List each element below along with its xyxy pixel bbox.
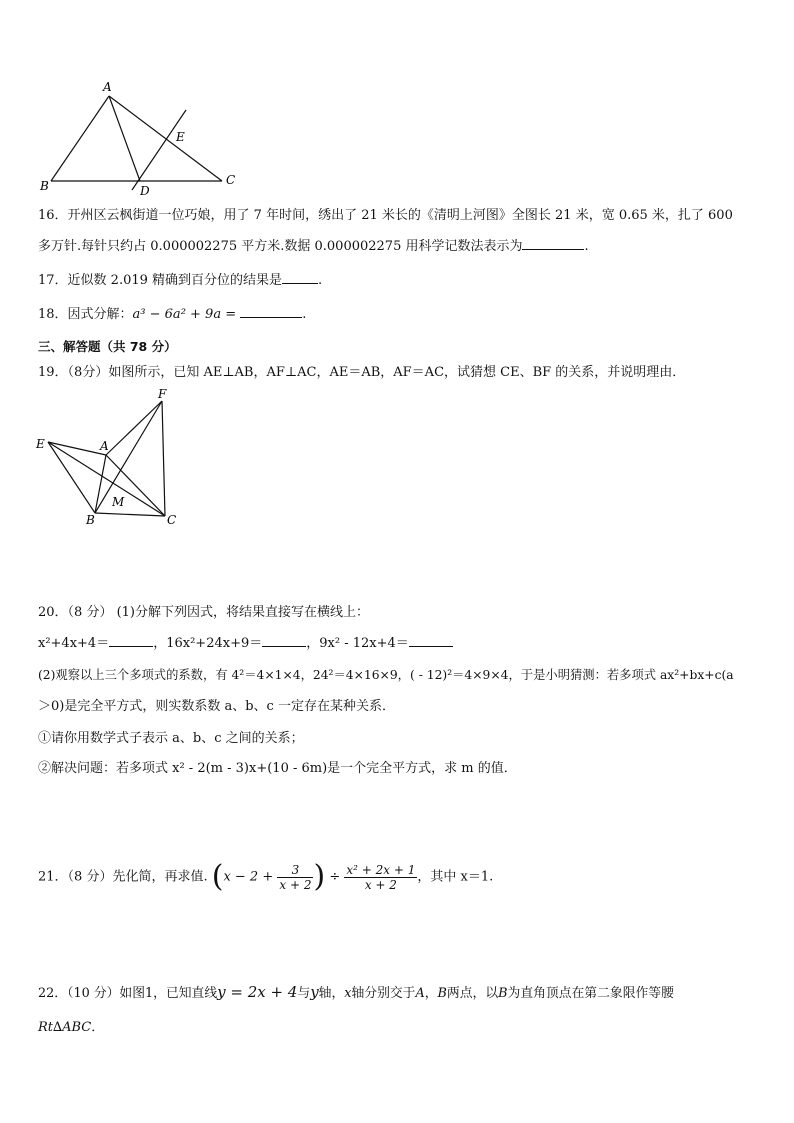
q22-t2: 轴， xyxy=(318,986,345,1001)
left-paren: ( xyxy=(211,859,224,894)
q22-t6: 为直角顶点在第二象限作等腰 xyxy=(507,986,674,1001)
q21-suffix: ，其中 x＝1. xyxy=(417,869,494,885)
q17-text: 17．近似数 2.019 精确到百分位的结果是 xyxy=(38,273,283,288)
q20-expr2: 16x²+24x+9＝ xyxy=(166,636,263,651)
label-a: A xyxy=(103,80,112,94)
q21-f2-numerator: x² + 2x + 1 xyxy=(346,862,416,877)
q20-line2 xyxy=(38,634,453,653)
q17-end: . xyxy=(318,273,323,288)
q21-prefix: 21．（8 分）先化简，再求值. xyxy=(38,869,208,885)
q20-line1: 20．（8 分） (1)分解下列因式，将结果直接写在横线上： xyxy=(38,605,369,620)
q16-text: 多万针.每针只约占 0.000002275 平方米.数据 0.000002275 用科学记数法表示为 xyxy=(38,239,523,254)
q21-f1-denominator: x + 2 xyxy=(279,877,312,892)
q22-b: B xyxy=(437,986,447,1001)
q21-f2-denominator: x + 2 xyxy=(364,877,397,892)
q22-equation: y = 2x + 4 xyxy=(217,983,298,1001)
q16-line2 xyxy=(38,237,589,256)
q18-answer-blank[interactable] xyxy=(240,305,302,318)
q22-line2 xyxy=(38,1019,104,1037)
q20-line6: ②解决问题：若多项式 x² - 2(m - 3)x+(10 - 6m)是一个完全平方式，求 m 的值． xyxy=(38,761,517,776)
q18-line xyxy=(38,305,306,324)
q18-prefix: 18．因式分解： xyxy=(38,307,133,322)
q19-line: 19．（8分）如图所示，已知 AE⊥AB，AF⊥AC，AE＝AB，AF＝AC，试猜想 CE、BF 的关系，并说明理由． xyxy=(38,365,686,380)
q21-inner-expr: x − 2 + xyxy=(223,869,274,885)
label-d: D xyxy=(140,184,150,198)
q21-line xyxy=(38,857,493,898)
q20-sep1: ， xyxy=(153,636,167,651)
q20-line5: ①请你用数学式子表示 a、b、c 之间的关系； xyxy=(38,731,304,746)
label-m: M xyxy=(112,495,125,509)
label-e: E xyxy=(36,437,45,451)
q17-answer-blank[interactable] xyxy=(282,271,318,284)
q21-f1-numerator: 3 xyxy=(277,863,313,878)
q20-line4: ＞0)是完全平方式，则实数系数 a、b、c 一定存在某种关系． xyxy=(38,699,395,714)
q18-end: . xyxy=(302,307,307,322)
q16-end: . xyxy=(584,239,589,254)
q22-b2: B xyxy=(498,986,508,1001)
q20-blank1[interactable] xyxy=(109,634,153,647)
q22-t4: ， xyxy=(424,986,438,1001)
triangle-abcde-figure xyxy=(36,80,246,200)
right-paren: ) xyxy=(313,859,326,894)
q22-a: A xyxy=(415,986,425,1001)
q22-rt-triangle: Rt∆ABC xyxy=(38,1020,92,1035)
q22-line1 xyxy=(38,983,674,1003)
q20-blank3[interactable] xyxy=(409,634,453,647)
q16-answer-blank[interactable] xyxy=(522,237,584,250)
label-c: C xyxy=(167,513,177,527)
label-c: C xyxy=(226,173,236,187)
q17-line xyxy=(38,271,322,290)
q22-t5: 两点，以 xyxy=(446,986,499,1001)
q20-line3: (2)观察以上三个多项式的系数，有 4²＝4×1×4，24²＝4×16×9，( - 12)²＝4×9×4，于是小明猜测：若多项式 ax²+bx+c(a xyxy=(38,668,734,682)
q22-y: y xyxy=(310,983,319,1001)
q20-blank2[interactable] xyxy=(262,634,306,647)
q21-fraction1 xyxy=(277,863,313,892)
q22-t1: 与 xyxy=(297,986,311,1001)
label-e: E xyxy=(176,130,185,144)
q20-expr3: 9x² - 12x+4＝ xyxy=(319,636,409,651)
section-3-heading: 三、解答题（共 78 分） xyxy=(38,339,177,354)
q16-line1: 16．开州区云枫街道一位巧娘，用了 7 年时间，绣出了 21 米长的《清明上河图》全图长 21 米，宽 0.65 米，扎了 600 xyxy=(38,208,733,223)
label-a: A xyxy=(100,439,109,453)
q21-fraction2 xyxy=(344,863,417,892)
q22-x: x xyxy=(344,986,352,1001)
q18-expression: a³ − 6a² + 9a = xyxy=(132,307,237,322)
q21-divide: ÷ xyxy=(329,869,341,885)
q22-t3: 轴分别交于 xyxy=(351,986,416,1001)
label-f: F xyxy=(158,388,167,401)
q22-prefix: 22．（10 分）如图1，已知直线 xyxy=(38,986,218,1001)
triangle-eafbcm-figure xyxy=(34,388,194,533)
q20-sep2: ， xyxy=(306,636,320,651)
q22-end: ． xyxy=(91,1020,105,1035)
q20-expr1: x²+4x+4＝ xyxy=(38,636,110,651)
label-b: B xyxy=(40,179,49,193)
label-b: B xyxy=(86,513,95,527)
